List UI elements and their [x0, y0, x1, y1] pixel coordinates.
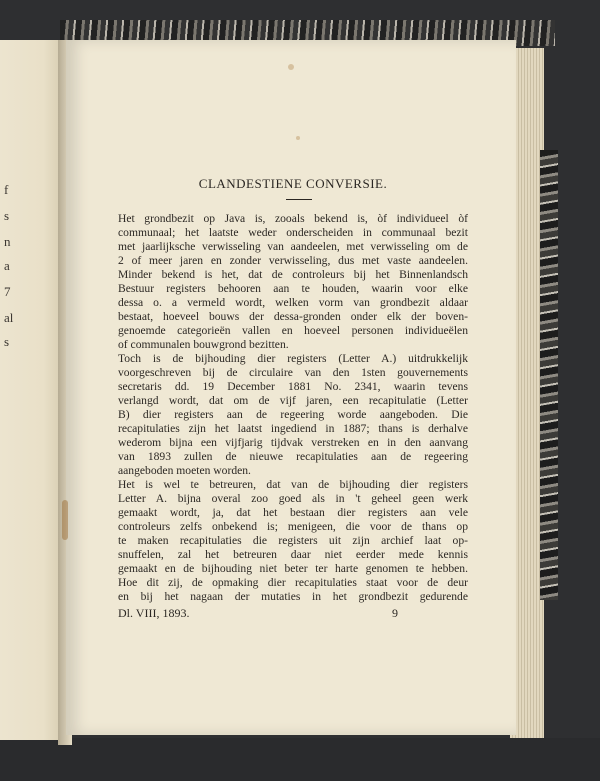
text-line: verlangd wordt, dat om de vijf jaren, een recapitulatie (Letter	[118, 394, 468, 407]
left-page-fragment: a	[4, 258, 10, 273]
paper-stain	[288, 64, 294, 70]
left-page-fragment: s	[4, 208, 10, 223]
text-line: Het is wel te betreuren, dat van de bijhouding dier registers	[118, 478, 468, 491]
paper-stain	[62, 500, 68, 540]
left-page-fragment: n	[4, 234, 11, 249]
text-line: snuffelen, zal het betreuren daar niet eerder mede kennis	[118, 548, 468, 561]
right-page	[66, 40, 516, 735]
text-line: dessa o. a vermeld wordt, welken vorm van grondbezit aldaar	[118, 296, 468, 309]
text-line: wederom bijna een vijfjarig tijdvak verstreken en in den aanvang	[118, 436, 468, 449]
text-line: Het grondbezit op Java is, zooals bekend is, òf individueel òf	[118, 212, 468, 225]
background-bottom	[0, 738, 600, 781]
text-line: Toch is de bijhouding dier registers (Letter A.) uitdrukkelijk	[118, 352, 468, 365]
page-number: 9	[392, 606, 398, 620]
text-line: B) dier registers aan de regeering worde aangeboden. Die	[118, 408, 468, 421]
text-line: met jaarlijksche verwisseling van aandeelen, met verwisseling om de	[118, 240, 468, 253]
text-line: bestaat, hoeveel bouws der dessa-gronden onder elk der boven-	[118, 310, 468, 323]
text-line: en bij het nagaan der mutaties in het grondbezit gedurende	[118, 590, 468, 603]
text-line: recapitulaties zijn het laatst ingediend in 1887; thans is derhalve	[118, 422, 468, 435]
footer-volume: Dl. VIII, 1893.	[118, 606, 190, 620]
text-line: Minder bekend is het, dat de controleurs bij het Binnenlandsch	[118, 268, 468, 281]
text-line: Letter A. bijna overal zoo goed als in 't geheel geen werk	[118, 492, 468, 505]
text-line: communaal; het laatste weder onderscheiden in communaal bezit	[118, 226, 468, 239]
left-page-fragment: al	[4, 310, 14, 325]
text-line: voorgeschreven bij de circulaire van den 1sten gouvernements	[118, 366, 468, 379]
page-title: CLANDESTIENE CONVERSIE.	[198, 176, 388, 191]
title-rule	[286, 199, 312, 200]
text-line: gemaakt wordt, ja, dat het bestaan dier registers aan vele	[118, 506, 468, 519]
text-line: gemaakt en de bijhouding niet beter ter harte genomen te hebben.	[118, 562, 468, 575]
text-line: genoemde categorieën vallen en hoeveel personen individueëlen	[118, 324, 468, 337]
book-binding-spine	[540, 150, 558, 600]
left-page-fragment: s	[4, 334, 10, 349]
left-page	[0, 40, 62, 740]
text-line: 2 of meer jaren en zonder verwisseling, dus met vaste aandeelen.	[118, 254, 468, 267]
paper-stain	[296, 136, 300, 140]
text-line: van 1893 zullen de nieuwe recapitulaties aan de regeering	[118, 450, 468, 463]
text-line: secretaris dd. 19 December 1881 No. 2341, waarin tevens	[118, 380, 468, 393]
text-line: aangeboden moeten worden.	[118, 464, 251, 477]
text-line: of communalen bouwgrond bezitten.	[118, 338, 289, 351]
text-line: controleurs zelfs onbekend is; menigeen, die voor de thans op	[118, 520, 468, 533]
left-page-fragment: 7	[4, 284, 11, 299]
left-page-fragment: f	[4, 182, 9, 197]
text-line: Hoe dit zij, de opmaking dier recapitulaties staat voor de deur	[118, 576, 468, 589]
text-line: te maken recapitulaties die registers uit zijn archief laat op-	[118, 534, 468, 547]
text-line: Bestuur registers behooren aan te houden, waarin voor elke	[118, 282, 468, 295]
